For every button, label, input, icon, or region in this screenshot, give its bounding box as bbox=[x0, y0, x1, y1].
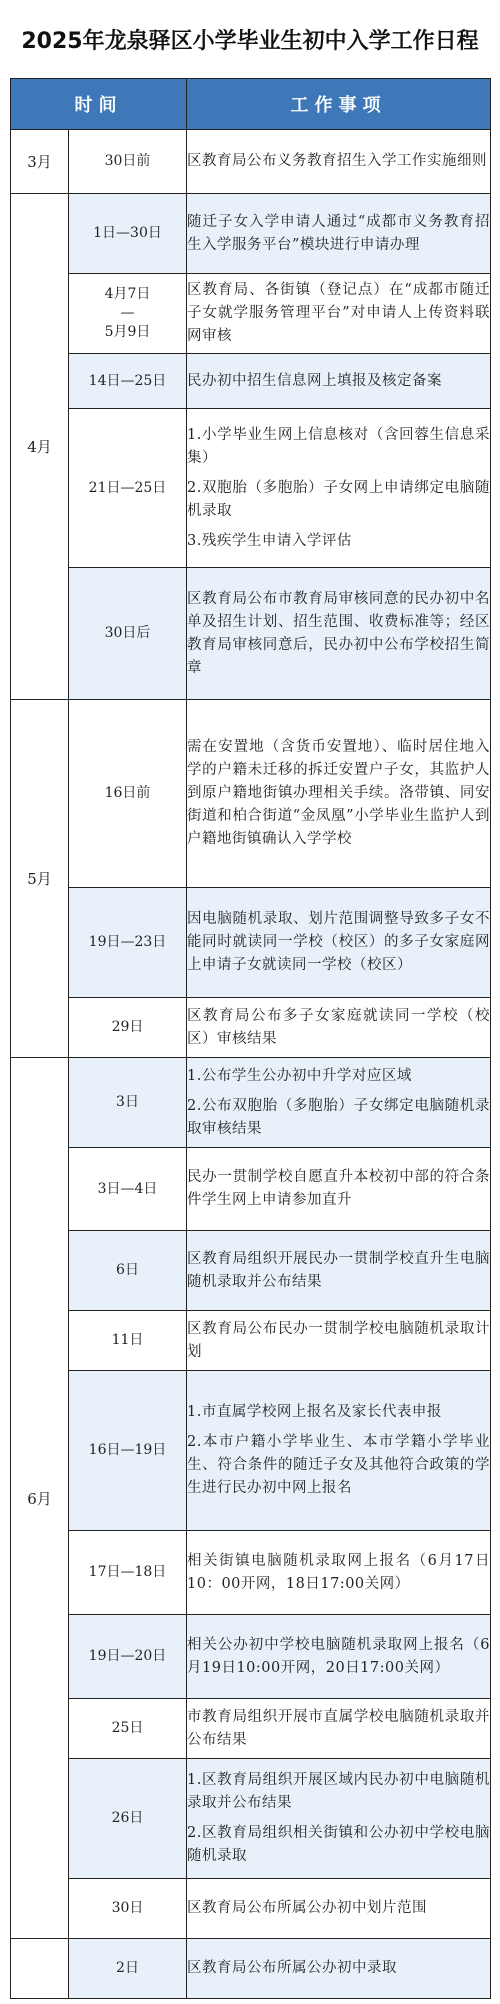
table-row bbox=[11, 1058, 491, 1148]
task-cell bbox=[187, 1699, 491, 1759]
table-row bbox=[11, 888, 491, 998]
task-cell bbox=[187, 1148, 491, 1231]
task-item: 随迁子女入学申请人通过“成都市义务教育招生入学服务平台”模块进行申请办理 bbox=[187, 213, 490, 253]
table-row bbox=[11, 998, 491, 1058]
task-cell bbox=[187, 1311, 491, 1371]
page-title: 2025年龙泉驿区小学毕业生初中入学工作日程 bbox=[21, 28, 479, 54]
date-cell: 1日—30日 bbox=[69, 194, 187, 274]
table-row bbox=[11, 1231, 491, 1311]
task-cell bbox=[187, 194, 491, 274]
task-item: 1.区教育局组织开展区域内民办初中电脑随机录取并公布结果 bbox=[187, 1772, 490, 1811]
date-cell: 30日后 bbox=[69, 568, 187, 700]
task-cell bbox=[187, 568, 491, 700]
task-item: 民办初中招生信息网上填报及核定备案 bbox=[187, 372, 442, 389]
task-item: 3.残疾学生申请入学评估 bbox=[187, 532, 352, 549]
task-item: 2.区教育局组织相关街镇和公办初中学校电脑随机录取 bbox=[187, 1825, 490, 1864]
date-cell: 17日—18日 bbox=[69, 1531, 187, 1615]
date-cell: 26日 bbox=[69, 1759, 187, 1879]
task-item: 相关街镇电脑随机录取网上报名（6月17日10：00开网，18日17:00关网） bbox=[187, 1552, 490, 1592]
date-cell: 6日 bbox=[69, 1231, 187, 1311]
date-cell: 21日—25日 bbox=[69, 409, 187, 568]
date-cell: 19日—23日 bbox=[69, 888, 187, 998]
task-item: 区教育局组织开展民办一贯制学校直升生电脑随机录取并公布结果 bbox=[187, 1250, 490, 1290]
task-item: 区教育局公布所属公办初中录取 bbox=[187, 1960, 397, 1976]
table-row bbox=[11, 1371, 491, 1531]
task-cell bbox=[187, 1531, 491, 1615]
table-row bbox=[11, 1531, 491, 1615]
date-cell: 25日 bbox=[69, 1699, 187, 1759]
task-cell bbox=[187, 998, 491, 1058]
table-row bbox=[11, 1879, 491, 1939]
table-row bbox=[11, 354, 491, 409]
date-cell: 14日—25日 bbox=[69, 354, 187, 409]
date-line: 4月7日 bbox=[104, 286, 151, 302]
task-item: 区教育局公布所属公办初中划片范围 bbox=[187, 1900, 427, 1916]
date-cell: 19日—20日 bbox=[69, 1615, 187, 1699]
task-cell bbox=[187, 1879, 491, 1939]
date-line: — bbox=[120, 305, 135, 321]
task-item: 因电脑随机录取、划片范围调整导致多子女不能同时就读同一学校（校区）的多子女家庭网上申请子女就读同一学校（校区） bbox=[187, 911, 490, 973]
date-cell: 3日—4日 bbox=[69, 1148, 187, 1231]
task-item: 区教育局、各街镇（登记点）在“成都市随迁子女就学服务管理平台”对申请人上传资料联网审核 bbox=[187, 282, 490, 344]
date-cell: 16日—19日 bbox=[69, 1371, 187, 1531]
task-item: 区教育局公布义务教育招生入学工作实施细则 bbox=[187, 153, 487, 169]
task-cell bbox=[187, 274, 491, 354]
task-item: 1.公布学生公办初中升学对应区域 bbox=[187, 1067, 412, 1084]
date-cell: 2日 bbox=[69, 1939, 187, 1999]
header-time: 时间 bbox=[11, 79, 187, 130]
task-cell bbox=[187, 1371, 491, 1531]
table-row bbox=[11, 130, 491, 194]
task-cell bbox=[187, 1615, 491, 1699]
table-row bbox=[11, 1148, 491, 1231]
task-cell bbox=[187, 130, 491, 194]
date-cell: 30日前 bbox=[69, 130, 187, 194]
task-item: 区教育局公布民办一贯制学校电脑随机录取计划 bbox=[187, 1320, 490, 1360]
month-cell: 4月 bbox=[11, 194, 69, 700]
task-item: 1.市直属学校网上报名及家长代表申报 bbox=[187, 1404, 442, 1420]
date-cell: 29日 bbox=[69, 998, 187, 1058]
task-item: 2.公布双胞胎（多胞胎）子女绑定电脑随机录取审核结果 bbox=[187, 1097, 490, 1137]
task-item: 1.小学毕业生网上信息核对（含回蓉生信息采集） bbox=[187, 426, 490, 466]
task-cell bbox=[187, 354, 491, 409]
task-item: 民办一贯制学校自愿直升本校初中部的符合条件学生网上申请参加直升 bbox=[187, 1169, 490, 1208]
table-row bbox=[11, 409, 491, 568]
task-cell bbox=[187, 888, 491, 998]
date-cell: 11日 bbox=[69, 1311, 187, 1371]
table-header-row bbox=[11, 79, 491, 130]
month-cell bbox=[11, 1939, 69, 1999]
date-cell: 16日前 bbox=[69, 700, 187, 888]
date-cell bbox=[69, 274, 187, 354]
table-row bbox=[11, 700, 491, 888]
table-row bbox=[11, 1939, 491, 1999]
task-cell bbox=[187, 409, 491, 568]
table-row bbox=[11, 568, 491, 700]
table-row bbox=[11, 1311, 491, 1371]
task-item: 需在安置地（含货币安置地）、临时居住地入学的户籍未迁移的拆迁安置户子女，其监护人到原户籍地街镇办理相关手续。洛带镇、同安街道和柏合街道“金凤凰”小学毕业生监护人到户籍地街镇确认入学学校 bbox=[187, 739, 490, 847]
table-row bbox=[11, 1615, 491, 1699]
table-row bbox=[11, 194, 491, 274]
header-task: 工作事项 bbox=[187, 79, 491, 130]
table-row bbox=[11, 1759, 491, 1879]
task-cell bbox=[187, 700, 491, 888]
table-row bbox=[11, 1699, 491, 1759]
date-line: 5月9日 bbox=[104, 324, 151, 340]
task-cell bbox=[187, 1058, 491, 1148]
date-cell: 30日 bbox=[69, 1879, 187, 1939]
task-item: 相关公办初中学校电脑随机录取网上报名（6月19日10:00开网，20日17:00关网） bbox=[187, 1636, 490, 1676]
month-cell: 6月 bbox=[11, 1058, 69, 1939]
task-item: 区教育局公布市教育局审核同意的民办初中名单及招生计划、招生范围、收费标准等；经区教育局审核同意后，民办初中公布学校招生简章 bbox=[187, 590, 490, 676]
task-item: 区教育局公布多子女家庭就读同一学校（校区）审核结果 bbox=[187, 1007, 490, 1047]
schedule-table bbox=[10, 78, 491, 1999]
month-cell: 5月 bbox=[11, 700, 69, 1058]
table-row bbox=[11, 274, 491, 354]
task-cell bbox=[187, 1231, 491, 1311]
task-item: 2.本市户籍小学毕业生、本市学籍小学毕业生、符合条件的随迁子女及其他符合政策的学生进行民办初中网上报名 bbox=[187, 1434, 490, 1496]
task-cell bbox=[187, 1759, 491, 1879]
date-cell: 3日 bbox=[69, 1058, 187, 1148]
task-item: 2.双胞胎（多胞胎）子女网上申请绑定电脑随机录取 bbox=[187, 479, 490, 519]
task-item: 市教育局组织开展市直属学校电脑随机录取并公布结果 bbox=[187, 1708, 490, 1748]
task-cell bbox=[187, 1939, 491, 1999]
month-cell: 3月 bbox=[11, 130, 69, 194]
